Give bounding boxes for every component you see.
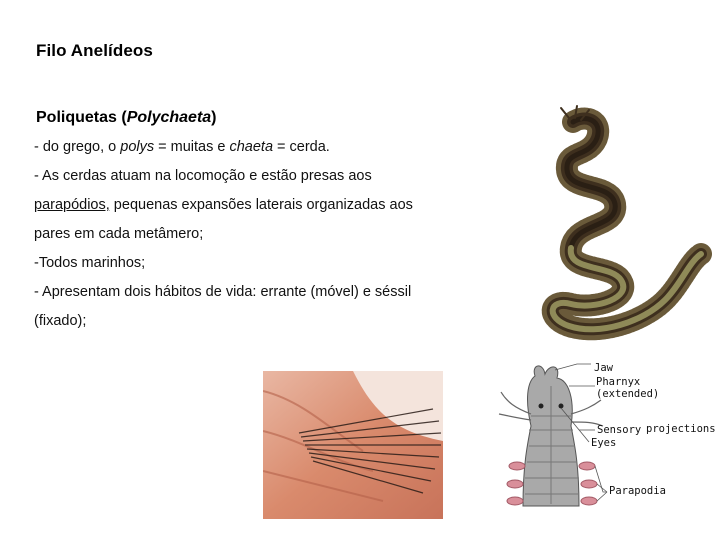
label-pharynx: Pharnyx xyxy=(596,376,641,388)
etymology-chaeta: chaeta xyxy=(229,139,274,155)
text-line-marine: -Todos marinhos; xyxy=(34,255,146,271)
worm-image xyxy=(525,104,715,344)
anatomy-diagram xyxy=(495,356,720,516)
parapodia-link[interactable]: parapódios, xyxy=(34,197,110,213)
subtitle-suffix: ) xyxy=(211,109,217,126)
label-eyes: Eyes xyxy=(591,437,617,449)
label-pharynx-extended: (extended) xyxy=(596,388,660,400)
etymology-part-3: = cerda. xyxy=(273,139,330,155)
etymology-polys: polys xyxy=(120,139,155,155)
text-line-parapodia xyxy=(34,197,474,213)
worm-head-illustration xyxy=(499,366,603,506)
slide-subtitle xyxy=(36,109,217,127)
label-sensory: Sensory xyxy=(597,424,642,436)
etymology-part-1: - do grego, o xyxy=(34,139,121,155)
label-jaw: Jaw xyxy=(594,362,613,374)
text-line-habits: - Apresentam dois hábitos de vida: errante (móvel) e séssil xyxy=(34,284,412,300)
label-parapodia: Parapodia xyxy=(609,485,666,497)
etymology-part-2: = muitas e xyxy=(154,139,230,155)
text-line-etymology xyxy=(34,139,474,155)
subtitle-prefix: Poliquetas ( xyxy=(36,109,127,126)
text-line-pairs: pares em cada metâmero; xyxy=(34,226,204,242)
text-line-sessile: (fixado); xyxy=(34,313,87,329)
parapodia-photo xyxy=(263,371,443,519)
label-projections: projections xyxy=(646,423,716,435)
parapodia-rest: pequenas expansões laterais organizadas aos xyxy=(109,197,413,213)
subtitle-italic: Polychaeta xyxy=(126,109,212,126)
text-line-bristles: - As cerdas atuam na locomoção e estão presas aos xyxy=(34,168,372,184)
slide-title: Filo Anelídeos xyxy=(36,41,153,60)
